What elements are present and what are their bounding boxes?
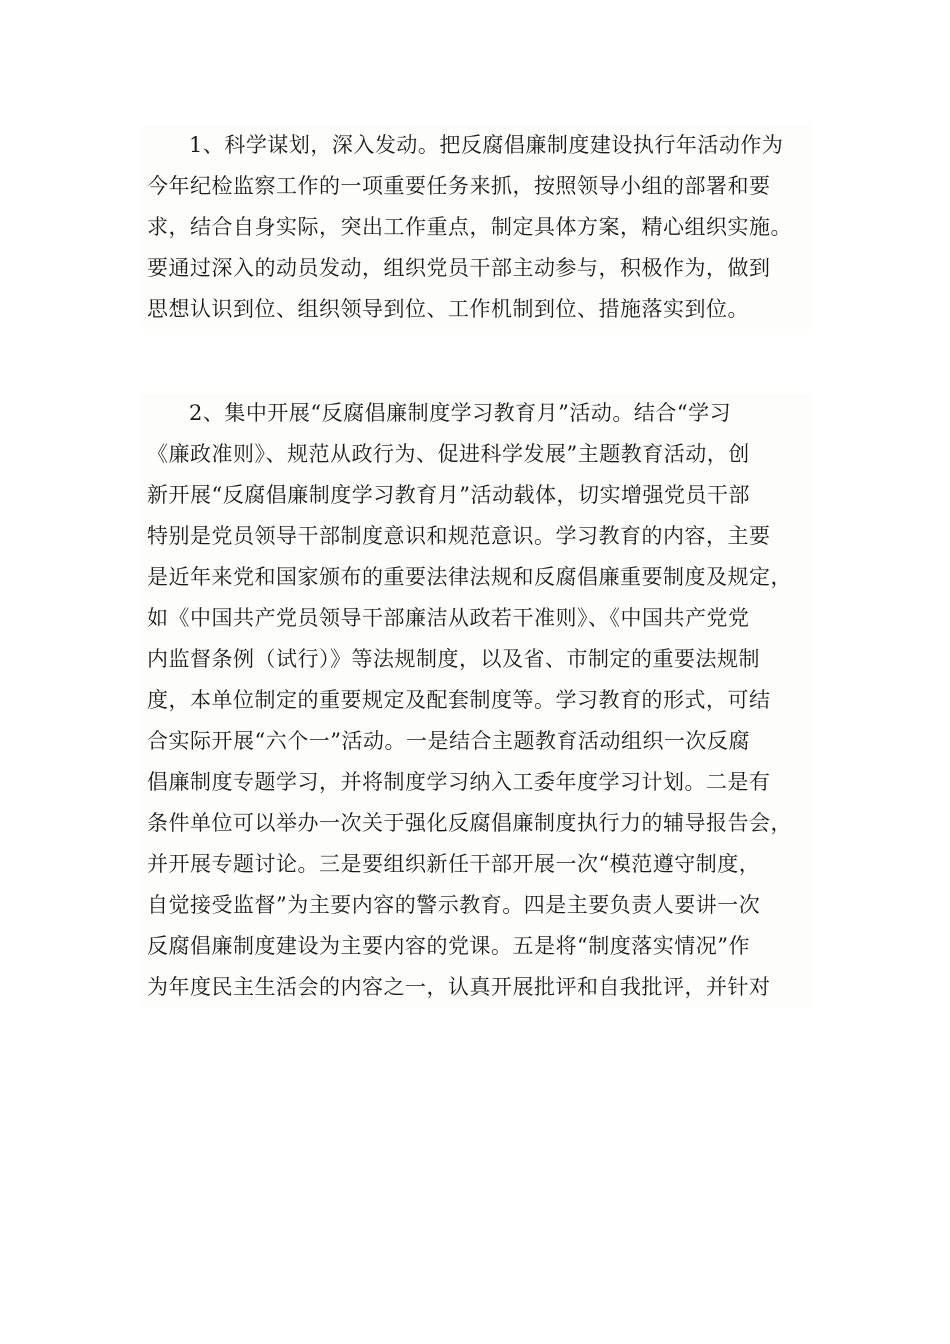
paragraph-line: 自觉接受监督”为主要内容的警示教育。四是主要负责人要讲一次: [143, 885, 811, 926]
paragraph-line: 求，结合自身实际，突出工作重点，制定具体方案，精心组织实施。: [143, 207, 811, 248]
paragraph-line: 如《中国共产党员领导干部廉洁从政若干准则》、《中国共产党党: [143, 598, 811, 639]
paragraph-line: 《廉政准则》、规范从政行为、促进科学发展”主题教育活动，创: [143, 434, 811, 475]
paragraph-line: 并开展专题讨论。三是要组织新任干部开展一次“模范遵守制度，: [143, 844, 811, 885]
paragraph-line: 条件单位可以举办一次关于强化反腐倡廉制度执行力的辅导报告会，: [143, 803, 811, 844]
paragraph-line: 特别是党员领导干部制度意识和规范意识。学习教育的内容，主要: [143, 516, 811, 557]
paragraph-line: 1、科学谋划，深入发动。把反腐倡廉制度建设执行年活动作为: [143, 125, 811, 166]
paragraph-line: 为年度民主生活会的内容之一，认真开展批评和自我批评，并针对: [143, 967, 811, 1008]
paragraph-line: 倡廉制度专题学习，并将制度学习纳入工委年度学习计划。二是有: [143, 762, 811, 803]
paragraph-line: 新开展“反腐倡廉制度学习教育月”活动载体，切实增强党员干部: [143, 475, 811, 516]
paragraph-line: 合实际开展“六个一”活动。一是结合主题教育活动组织一次反腐: [143, 721, 811, 762]
paragraph-line: 反腐倡廉制度建设为主要内容的党课。五是将“制度落实情况”作: [143, 926, 811, 967]
paragraph-line: 是近年来党和国家颁布的重要法律法规和反腐倡廉重要制度及规定，: [143, 557, 811, 598]
paragraph-1: [143, 125, 811, 330]
paragraph-2: [143, 393, 811, 1008]
paragraph-line: 今年纪检监察工作的一项重要任务来抓，按照领导小组的部署和要: [143, 166, 811, 207]
paragraph-line: 思想认识到位、组织领导到位、工作机制到位、措施落实到位。: [143, 289, 811, 330]
paragraph-line: 度，本单位制定的重要规定及配套制度等。学习教育的形式，可结: [143, 680, 811, 721]
paragraph-line: 内监督条例（试行）》等法规制度，以及省、市制定的重要法规制: [143, 639, 811, 680]
paragraph-line: 2、集中开展“反腐倡廉制度学习教育月”活动。结合“学习: [143, 393, 811, 434]
paragraph-line: 要通过深入的动员发动，组织党员干部主动参与，积极作为，做到: [143, 248, 811, 289]
